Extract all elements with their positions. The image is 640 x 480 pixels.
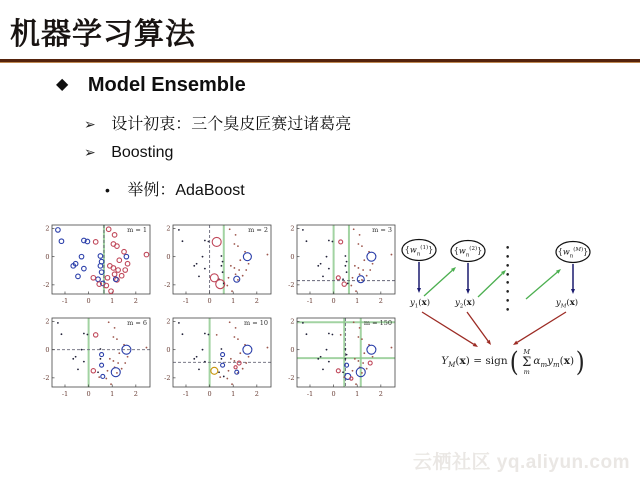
bullet-design-intent: [84, 111, 351, 134]
bullet-design-intent-label: 设计初衷：三个臭皮匠赛过诸葛亮: [111, 116, 352, 133]
svg-text:m = 3: m = 3: [372, 226, 392, 234]
adaboost-subplot-6: [278, 311, 400, 401]
svg-text:2: 2: [45, 224, 50, 233]
formula-sum-upper: M: [523, 348, 531, 356]
svg-text:2: 2: [254, 297, 259, 305]
svg-text:2: 2: [45, 317, 50, 326]
arrow-bullet-icon: ➢: [84, 144, 96, 160]
svg-text:2: 2: [133, 390, 138, 398]
svg-text:1: 1: [231, 390, 236, 398]
svg-text:1: 1: [231, 297, 236, 305]
svg-text:0: 0: [331, 390, 336, 398]
svg-text:-1: -1: [61, 297, 69, 305]
svg-text:-2: -2: [43, 374, 50, 383]
formula-sum-sigma: Σ: [522, 354, 532, 370]
arrow-bullet-icon: ➢: [84, 116, 96, 132]
svg-text:m = 6: m = 6: [127, 319, 147, 327]
weight-node-label-3: $\{w_n^{(M)}\}$: [557, 247, 589, 260]
svg-text:0: 0: [290, 252, 295, 261]
svg-text:2: 2: [378, 297, 383, 305]
bullet-model-ensemble-label: Model Ensemble: [87, 74, 246, 96]
title-underline: [0, 58, 640, 64]
svg-text:-2: -2: [164, 281, 171, 290]
svg-text:2: 2: [290, 317, 295, 326]
svg-text:1: 1: [355, 297, 360, 305]
formula-lhs: $Y_M(x)$ = sign: [441, 354, 508, 370]
svg-text:1: 1: [110, 297, 115, 305]
diagram-svg: [398, 220, 640, 352]
svg-text:0: 0: [166, 252, 171, 261]
adaboost-subplot-2: [154, 218, 276, 308]
adaboost-subplot-5: [154, 311, 276, 401]
diamond-bullet-icon: ◆: [56, 76, 69, 93]
svg-text:2: 2: [166, 317, 171, 326]
ensemble-formula: [420, 342, 608, 382]
formula-close-paren: ): [575, 346, 585, 378]
svg-text:0: 0: [207, 390, 212, 398]
svg-text:0: 0: [86, 390, 91, 398]
classifier-label-3: $y_M(x)$: [555, 298, 579, 310]
svg-text:2: 2: [166, 224, 171, 233]
svg-text:1: 1: [110, 390, 115, 398]
ellipsis-dots-1: • • • •: [505, 244, 515, 281]
adaboost-subplot-1: [33, 218, 155, 308]
svg-text:2: 2: [290, 224, 295, 233]
svg-text:m = 10: m = 10: [243, 319, 268, 327]
bullet-boosting: [84, 144, 173, 162]
weight-node-label-2: $\{w_n^{(2)}\}$: [453, 246, 483, 259]
svg-text:-1: -1: [306, 297, 314, 305]
svg-text:m = 2: m = 2: [248, 226, 268, 234]
svg-text:0: 0: [207, 297, 212, 305]
formula-sum-lower: m: [523, 367, 530, 376]
classifier-label-1: $y_1(x)$: [409, 298, 431, 310]
svg-text:0: 0: [166, 345, 171, 354]
svg-text:m = 1: m = 1: [127, 226, 147, 234]
svg-text:-1: -1: [61, 390, 69, 398]
page-title: 机器学习算法: [10, 18, 196, 51]
svg-text:0: 0: [331, 297, 336, 305]
title-underline-light: [0, 62, 640, 63]
svg-text:m = 150: m = 150: [363, 319, 392, 327]
adaboost-subplot-3: [278, 218, 400, 308]
dot-bullet-icon: •: [105, 182, 110, 198]
svg-text:0: 0: [290, 345, 295, 354]
svg-text:0: 0: [45, 345, 50, 354]
svg-text:2: 2: [133, 297, 138, 305]
bullet-adaboost-example: [105, 177, 245, 200]
svg-text:0: 0: [45, 252, 50, 261]
svg-text:-2: -2: [288, 374, 295, 383]
svg-text:-2: -2: [164, 374, 171, 383]
svg-text:-1: -1: [306, 390, 314, 398]
svg-text:-1: -1: [182, 297, 190, 305]
adaboost-subplot-4: [33, 311, 155, 401]
bullet-adaboost-example-label: 举例：AdaBoost: [127, 182, 245, 199]
svg-text:1: 1: [355, 390, 360, 398]
svg-text:-2: -2: [43, 281, 50, 290]
formula-sum-icon: [522, 349, 531, 375]
svg-text:-1: -1: [182, 390, 190, 398]
formula-open-paren: (: [509, 346, 519, 378]
ellipsis-dots-2: • • • •: [505, 279, 515, 316]
weight-node-label-1: $\{w_n^{(1)}\}$: [404, 245, 434, 258]
svg-text:0: 0: [86, 297, 91, 305]
svg-text:2: 2: [254, 390, 259, 398]
svg-text:2: 2: [378, 390, 383, 398]
svg-text:-2: -2: [288, 281, 295, 290]
classifier-label-2: $y_2(x)$: [454, 298, 476, 310]
watermark: 云栖社区 yq.aliyun.com: [413, 452, 630, 473]
formula-body: $\alpha_my_m(x)$: [533, 354, 575, 370]
bullet-boosting-label: Boosting: [111, 144, 174, 161]
bullet-model-ensemble: [56, 74, 246, 97]
